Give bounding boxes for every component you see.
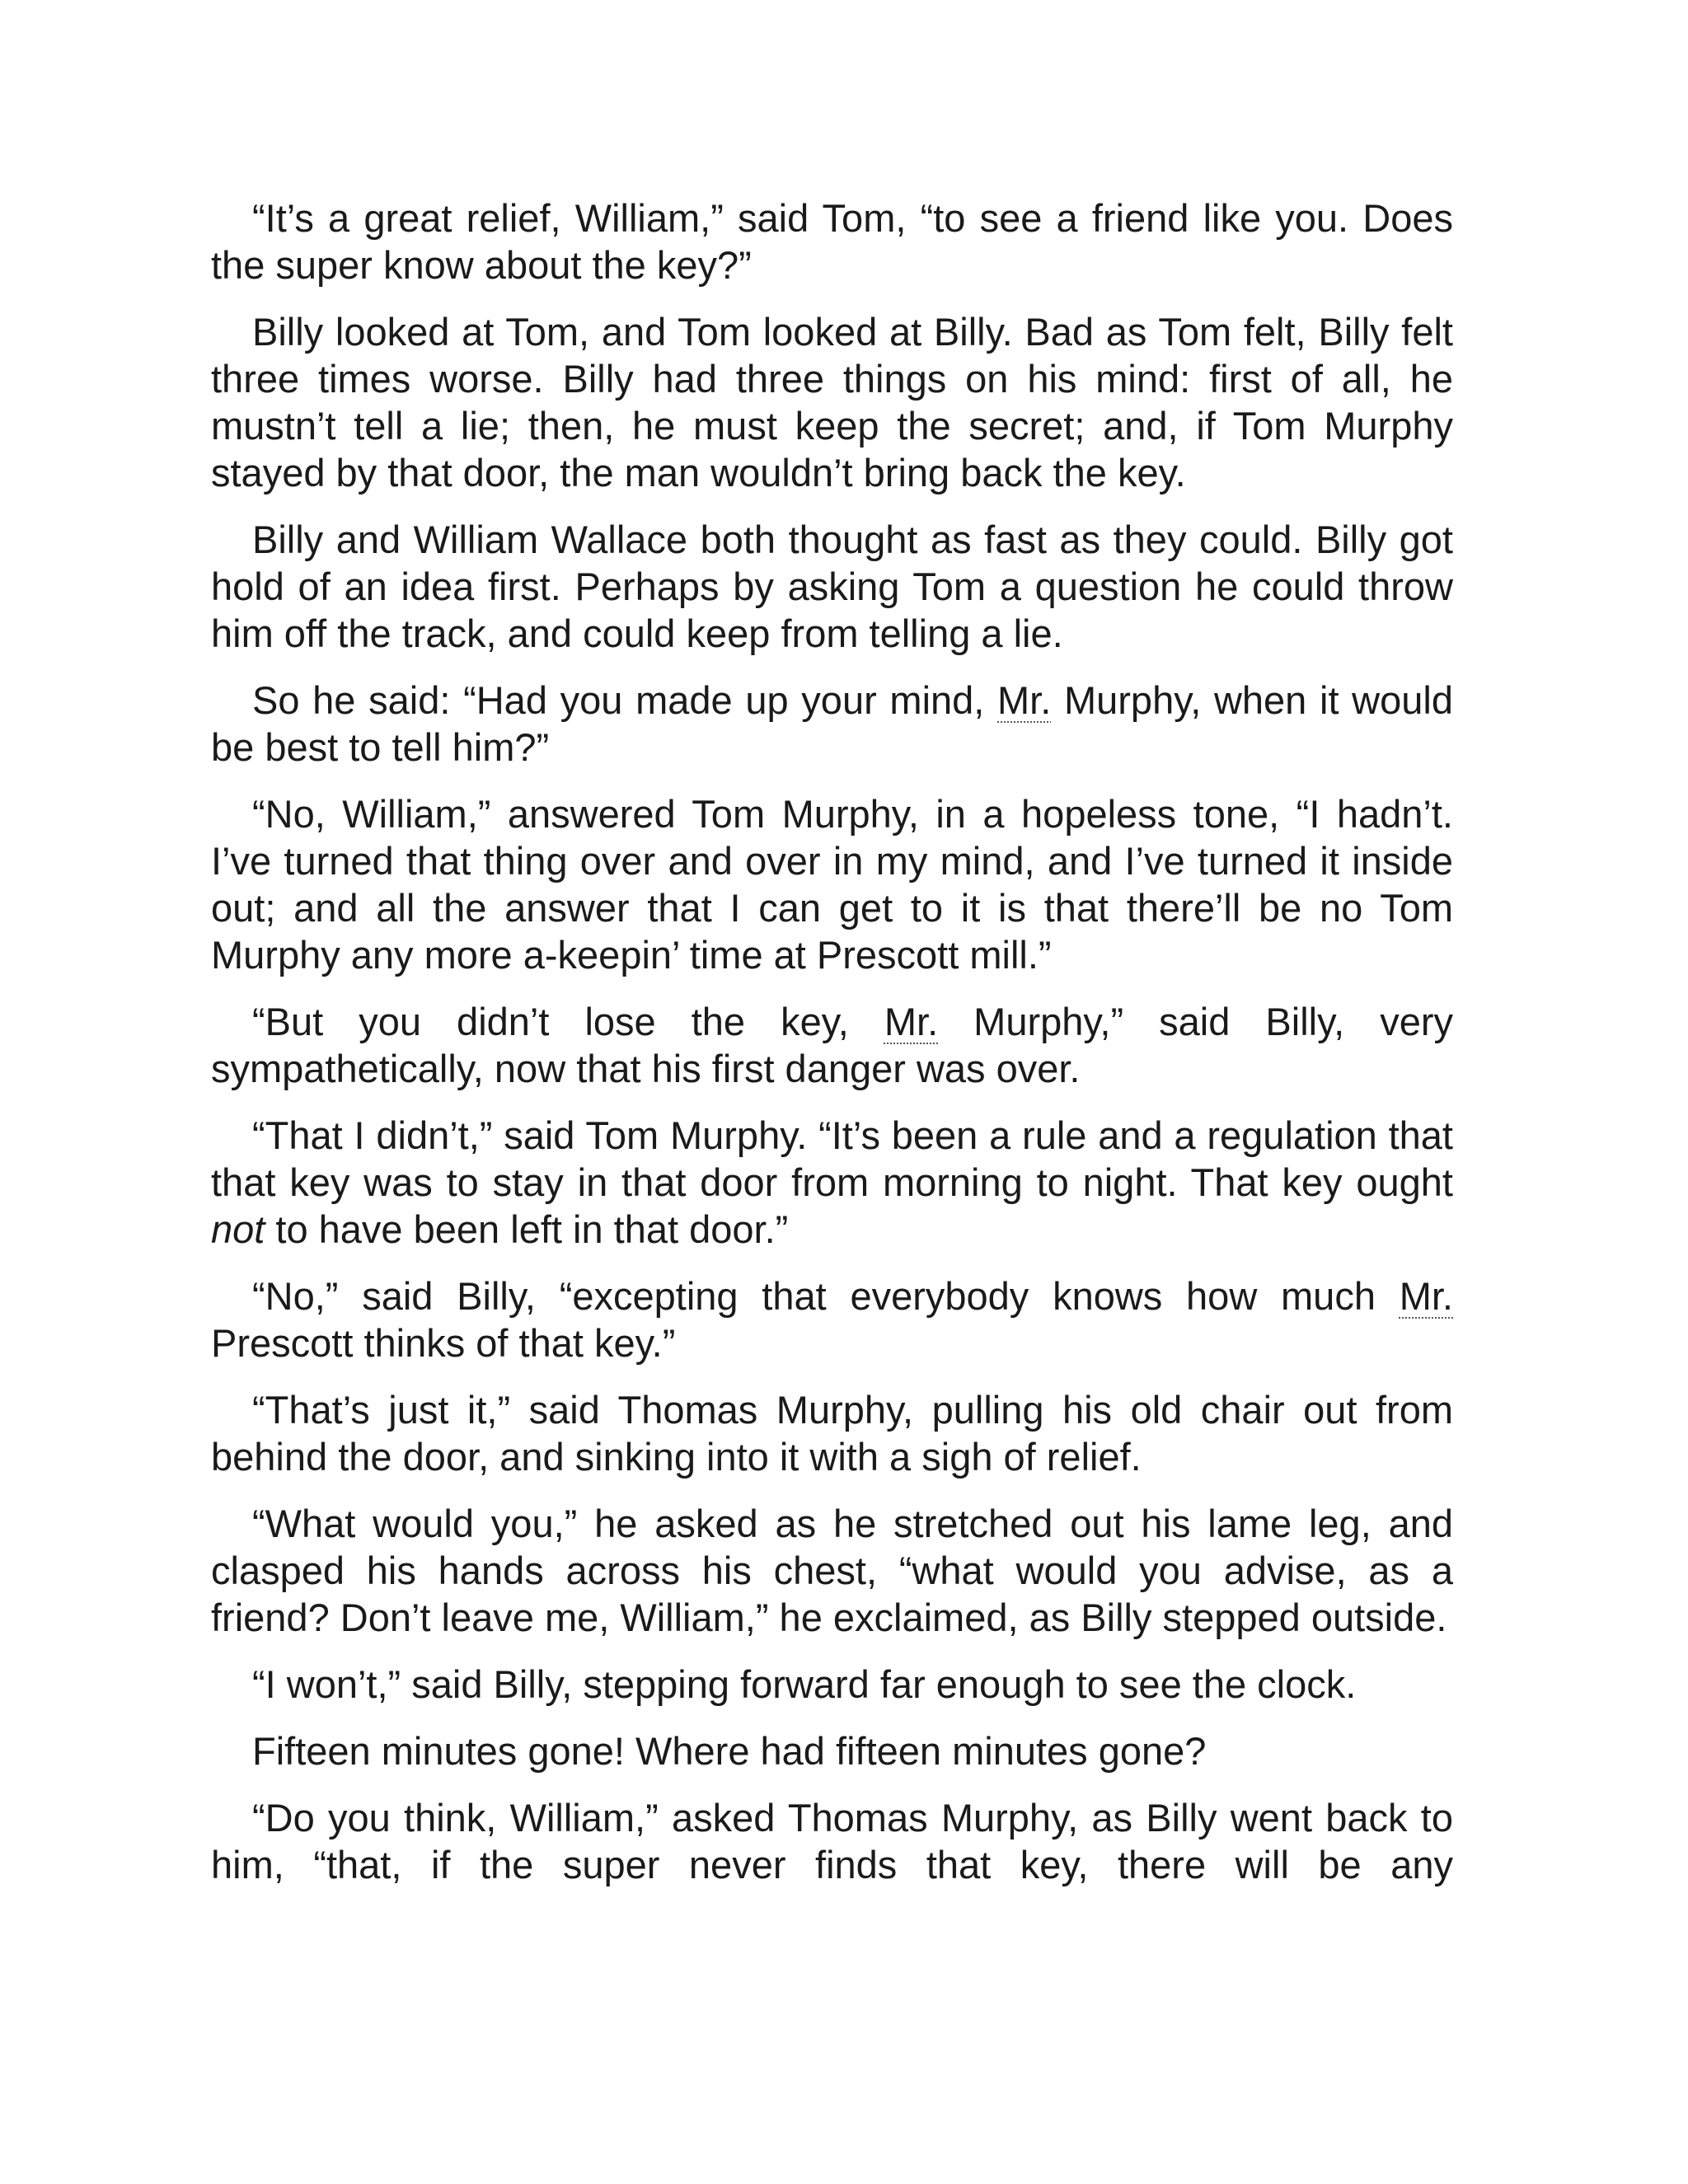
paragraph-text: “That I didn’t,” said Tom Murphy. “It’s been a rule and a regulation that that key was to stay in that door from morning to night. That key ought	[211, 1113, 1453, 1204]
paragraph-text: “It’s a great relief, William,” said Tom, “to see a friend like you. Does the super know about the key?”	[211, 196, 1453, 287]
paragraph-text: Prescott thinks of that key.”	[211, 1321, 676, 1365]
paragraph-text: Murphy,” said Billy, very sympathetically, now that his first danger was over.	[211, 1000, 1454, 1090]
paragraph-3	[211, 516, 1453, 657]
paragraph-text: “No,” said Billy, “excepting that everybody knows how much	[252, 1274, 1400, 1318]
paragraph-text: Murphy, when it would be best to tell him?”	[211, 678, 1453, 769]
abbreviation-mr: Mr.	[997, 678, 1052, 722]
paragraph-13-continued	[211, 1794, 1453, 1888]
paragraph-4	[211, 677, 1453, 771]
paragraph-text: Billy and William Wallace both thought as fast as they could. Billy got hold of an idea first. Perhaps by asking Tom a question he could throw him off the track, and could keep from telling a lie.	[211, 518, 1453, 655]
paragraph-5	[211, 790, 1453, 978]
paragraph-7	[211, 1112, 1453, 1253]
paragraph-text: “I won’t,” said Billy, stepping forward far enough to see the clock.	[252, 1662, 1357, 1706]
paragraph-9	[211, 1386, 1453, 1480]
abbreviation-mr: Mr.	[884, 1000, 939, 1043]
paragraph-text: “That’s just it,” said Thomas Murphy, pulling his old chair out from behind the door, and sinking into it with a sigh of relief.	[211, 1388, 1453, 1479]
paragraph-8	[211, 1272, 1453, 1366]
paragraph-text: Fifteen minutes gone! Where had fifteen minutes gone?	[252, 1729, 1207, 1773]
paragraph-text: “Do you think, William,” asked Thomas Murphy, as Billy went back to him, “that, if the super never finds that key, there will be any	[211, 1796, 1453, 1886]
paragraph-text: So he said: “Had you made up your mind,	[252, 678, 998, 722]
paragraph-text: “No, William,” answered Tom Murphy, in a hopeless tone, “I hadn’t. I’ve turned that thing over and over in my mind, and I’ve turned it inside out; and all the answer that I can get to it is that there’ll be no Tom Murphy any more a-keepin’ time at Prescott mill.”	[211, 792, 1453, 977]
paragraph-text: “What would you,” he asked as he stretched out his lame leg, and clasped his hands across his chest, “what would you advise, as a friend? Don’t leave me, William,” he exclaimed, as Billy stepped outside.	[211, 1502, 1453, 1639]
paragraph-text: to have been left in that door.”	[265, 1207, 789, 1251]
emphasis-text: not	[211, 1207, 265, 1251]
paragraph-6	[211, 998, 1453, 1092]
paragraph-1	[211, 194, 1453, 288]
paragraph-2	[211, 308, 1453, 496]
paragraph-text: “But you didn’t lose the key,	[252, 1000, 884, 1043]
abbreviation-mr: Mr.	[1399, 1274, 1453, 1318]
paragraph-10	[211, 1500, 1453, 1641]
paragraph-12	[211, 1727, 1453, 1774]
paragraph-text: Billy looked at Tom, and Tom looked at Billy. Bad as Tom felt, Billy felt three times worse. Billy had three things on his mind: first of all, he mustn’t tell a lie; then, he must keep the secret; and, if Tom Murphy stayed by that door, the man wouldn’t bring back the key.	[211, 310, 1453, 494]
page-body	[211, 194, 1453, 1908]
paragraph-11	[211, 1661, 1453, 1708]
